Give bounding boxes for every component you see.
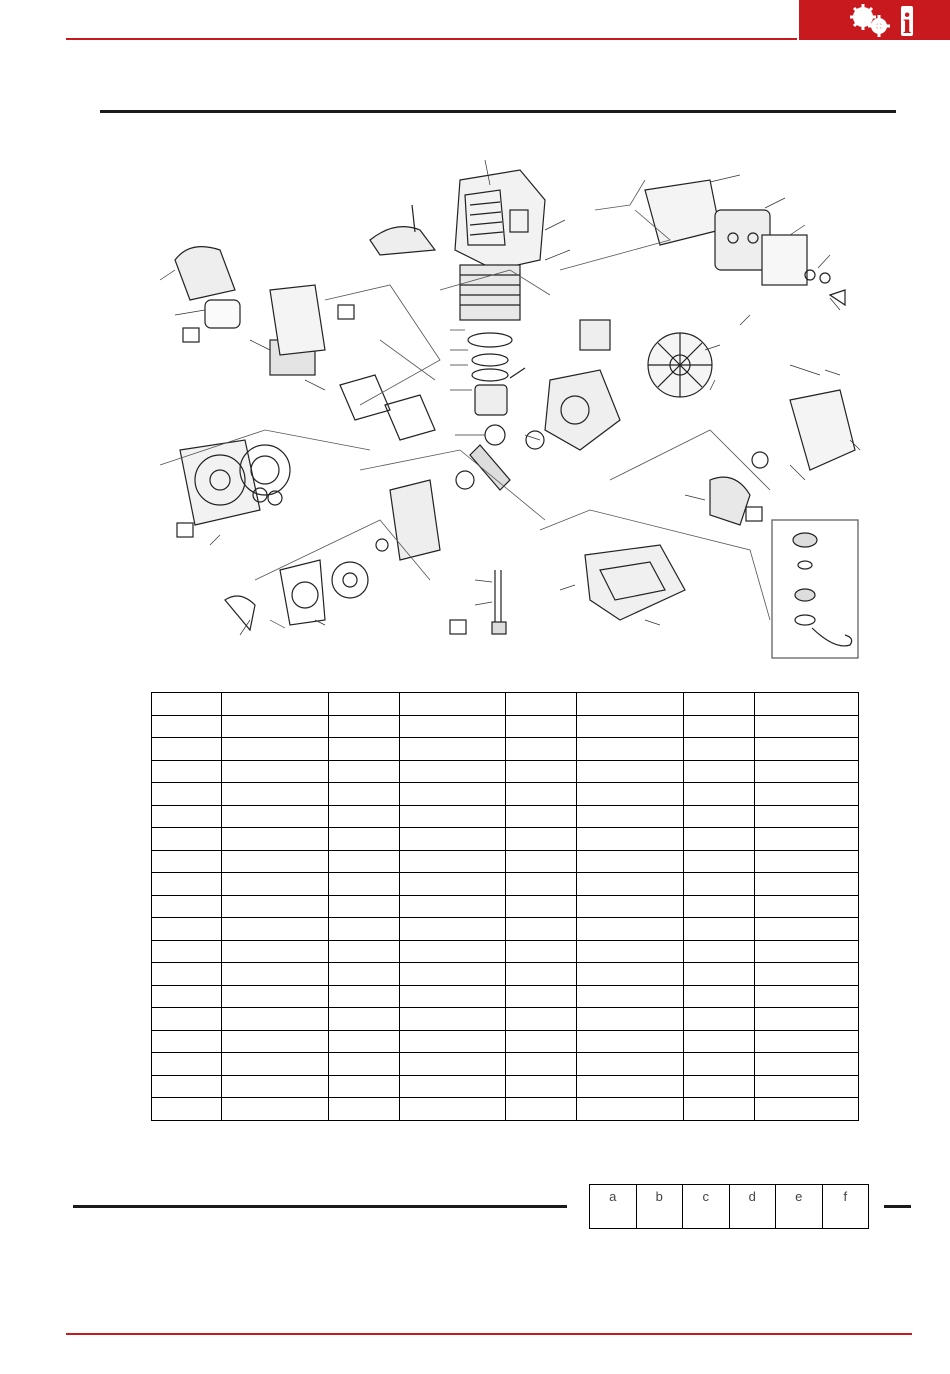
table-cell bbox=[755, 1053, 859, 1076]
table-cell bbox=[222, 985, 329, 1008]
callout-box bbox=[177, 523, 193, 537]
table-cell bbox=[684, 1053, 755, 1076]
table-cell bbox=[506, 828, 577, 851]
table-cell bbox=[222, 918, 329, 941]
clutch-housing-icon bbox=[790, 390, 855, 470]
parts-list-table bbox=[151, 692, 859, 1121]
table-cell bbox=[400, 738, 506, 761]
table-cell bbox=[400, 873, 506, 896]
table-cell bbox=[506, 963, 577, 986]
table-row bbox=[152, 1008, 859, 1031]
legend-cell-f: f bbox=[843, 1189, 848, 1204]
muffler-cover-icon bbox=[762, 235, 807, 285]
table-row bbox=[152, 693, 859, 716]
callout-box bbox=[450, 620, 466, 634]
table-cell bbox=[684, 850, 755, 873]
table-cell bbox=[506, 1008, 577, 1031]
table-cell bbox=[152, 760, 222, 783]
table-row bbox=[152, 1030, 859, 1053]
muffler-gasket-icon bbox=[645, 180, 720, 245]
table-cell bbox=[222, 1030, 329, 1053]
table-cell bbox=[152, 783, 222, 806]
table-cell bbox=[506, 805, 577, 828]
table-cell bbox=[329, 715, 400, 738]
brand-logo bbox=[799, 0, 950, 40]
table-cell bbox=[755, 805, 859, 828]
table-cell bbox=[755, 1075, 859, 1098]
table-row bbox=[152, 873, 859, 896]
table-cell bbox=[329, 985, 400, 1008]
table-cell bbox=[222, 850, 329, 873]
legend-cell-d: d bbox=[730, 1185, 777, 1228]
ignition-coil-icon bbox=[580, 320, 610, 350]
table-row bbox=[152, 985, 859, 1008]
table-cell bbox=[222, 693, 329, 716]
table-cell bbox=[684, 895, 755, 918]
table-cell bbox=[222, 1053, 329, 1076]
table-cell bbox=[222, 760, 329, 783]
table-cell bbox=[329, 1053, 400, 1076]
table-cell bbox=[755, 850, 859, 873]
table-cell bbox=[400, 1053, 506, 1076]
table-row bbox=[152, 850, 859, 873]
table-cell bbox=[329, 693, 400, 716]
table-row bbox=[152, 828, 859, 851]
table-cell bbox=[506, 693, 577, 716]
clutch-icon bbox=[710, 477, 750, 525]
table-cell bbox=[400, 895, 506, 918]
crankcase-icon bbox=[545, 370, 620, 450]
table-cell bbox=[400, 760, 506, 783]
table-cell bbox=[329, 1030, 400, 1053]
table-cell bbox=[506, 918, 577, 941]
table-cell bbox=[755, 760, 859, 783]
table-cell bbox=[152, 1053, 222, 1076]
table-cell bbox=[684, 693, 755, 716]
table-cell bbox=[684, 805, 755, 828]
cylinder-icon bbox=[460, 265, 520, 320]
table-cell bbox=[222, 963, 329, 986]
recoil-starter-icon bbox=[180, 440, 260, 525]
table-row bbox=[152, 940, 859, 963]
air-filter-cover-icon bbox=[175, 247, 235, 300]
table-cell bbox=[152, 1075, 222, 1098]
table-cell bbox=[152, 963, 222, 986]
table-cell bbox=[577, 895, 684, 918]
table-cell bbox=[400, 940, 506, 963]
table-cell bbox=[755, 940, 859, 963]
table-cell bbox=[329, 895, 400, 918]
table-cell bbox=[577, 985, 684, 1008]
table-cell bbox=[400, 918, 506, 941]
legend-grid bbox=[589, 1184, 869, 1229]
table-cell bbox=[329, 805, 400, 828]
table-cell bbox=[577, 1053, 684, 1076]
table-cell bbox=[684, 1030, 755, 1053]
table-cell bbox=[152, 805, 222, 828]
table-cell bbox=[684, 715, 755, 738]
table-row bbox=[152, 805, 859, 828]
exploded-parts-diagram bbox=[150, 150, 865, 665]
table-cell bbox=[755, 1098, 859, 1121]
table-row bbox=[152, 760, 859, 783]
table-cell bbox=[152, 828, 222, 851]
table-cell bbox=[506, 715, 577, 738]
table-cell bbox=[400, 715, 506, 738]
table-cell bbox=[400, 850, 506, 873]
table-cell bbox=[222, 873, 329, 896]
footer-rule bbox=[66, 1333, 912, 1335]
table-cell bbox=[222, 715, 329, 738]
table-cell bbox=[755, 828, 859, 851]
table-cell bbox=[222, 738, 329, 761]
table-cell bbox=[400, 783, 506, 806]
table-cell bbox=[684, 940, 755, 963]
table-cell bbox=[506, 1053, 577, 1076]
piston-icon bbox=[475, 385, 507, 415]
table-cell bbox=[577, 963, 684, 986]
callout-box bbox=[338, 305, 354, 319]
table-cell bbox=[152, 715, 222, 738]
table-cell bbox=[152, 918, 222, 941]
air-filter-icon bbox=[205, 300, 240, 328]
table-cell bbox=[684, 828, 755, 851]
table-cell bbox=[684, 1098, 755, 1121]
table-cell bbox=[577, 783, 684, 806]
table-row bbox=[152, 1098, 859, 1121]
table-cell bbox=[577, 1075, 684, 1098]
section-bottom-rule bbox=[73, 1205, 567, 1208]
table-cell bbox=[684, 963, 755, 986]
table-cell bbox=[329, 850, 400, 873]
table-cell bbox=[506, 895, 577, 918]
table-cell bbox=[152, 895, 222, 918]
table-cell bbox=[506, 1098, 577, 1121]
table-cell bbox=[684, 918, 755, 941]
table-cell bbox=[684, 760, 755, 783]
table-cell bbox=[329, 738, 400, 761]
table-cell bbox=[577, 805, 684, 828]
table-cell bbox=[684, 985, 755, 1008]
table-cell bbox=[577, 918, 684, 941]
table-cell bbox=[329, 828, 400, 851]
table-cell bbox=[400, 693, 506, 716]
table-cell bbox=[577, 1098, 684, 1121]
table-row bbox=[152, 918, 859, 941]
table-cell bbox=[577, 738, 684, 761]
lower-cover-icon bbox=[585, 545, 685, 620]
table-cell bbox=[755, 1008, 859, 1031]
table-cell bbox=[755, 783, 859, 806]
table-cell bbox=[329, 1098, 400, 1121]
table-cell bbox=[222, 1075, 329, 1098]
table-cell bbox=[506, 985, 577, 1008]
table-cell bbox=[400, 805, 506, 828]
table-cell bbox=[577, 1030, 684, 1053]
table-cell bbox=[755, 985, 859, 1008]
table-cell bbox=[152, 693, 222, 716]
engine-cover-icon bbox=[455, 170, 545, 270]
table-cell bbox=[506, 738, 577, 761]
legend-dash bbox=[884, 1205, 911, 1208]
table-cell bbox=[400, 828, 506, 851]
table-cell bbox=[400, 985, 506, 1008]
table-cell bbox=[222, 1098, 329, 1121]
table-cell bbox=[400, 1030, 506, 1053]
flywheel-icon bbox=[648, 333, 712, 397]
table-cell bbox=[222, 828, 329, 851]
table-cell bbox=[222, 940, 329, 963]
table-cell bbox=[506, 760, 577, 783]
table-cell bbox=[755, 873, 859, 896]
table-cell bbox=[506, 1075, 577, 1098]
header-rule bbox=[66, 38, 797, 40]
table-cell bbox=[152, 940, 222, 963]
table-cell bbox=[329, 783, 400, 806]
throttle-cover-icon bbox=[370, 227, 435, 255]
legend-cell-a: a bbox=[590, 1185, 637, 1228]
table-cell bbox=[152, 1008, 222, 1031]
section-title-rule bbox=[100, 110, 896, 113]
table-cell bbox=[755, 963, 859, 986]
table-cell bbox=[506, 940, 577, 963]
table-cell bbox=[684, 1008, 755, 1031]
table-cell bbox=[755, 738, 859, 761]
table-cell bbox=[400, 1008, 506, 1031]
table-cell bbox=[684, 1075, 755, 1098]
table-cell bbox=[152, 873, 222, 896]
table-cell bbox=[755, 1030, 859, 1053]
callout-box bbox=[183, 328, 199, 342]
table-cell bbox=[755, 918, 859, 941]
table-cell bbox=[577, 760, 684, 783]
table-row bbox=[152, 963, 859, 986]
table-cell bbox=[152, 1098, 222, 1121]
legend-cell-e: e bbox=[776, 1185, 823, 1228]
table-cell bbox=[400, 963, 506, 986]
table-row bbox=[152, 895, 859, 918]
table-cell bbox=[329, 760, 400, 783]
table-cell bbox=[506, 1030, 577, 1053]
table-cell bbox=[329, 1008, 400, 1031]
table-cell bbox=[152, 850, 222, 873]
table-row bbox=[152, 783, 859, 806]
table-cell bbox=[329, 1075, 400, 1098]
table-cell bbox=[577, 715, 684, 738]
table-cell bbox=[684, 783, 755, 806]
table-cell bbox=[577, 828, 684, 851]
table-cell bbox=[329, 918, 400, 941]
table-row bbox=[152, 1075, 859, 1098]
table-cell bbox=[506, 850, 577, 873]
table-cell bbox=[329, 873, 400, 896]
table-cell bbox=[222, 783, 329, 806]
table-cell bbox=[684, 738, 755, 761]
table-cell bbox=[684, 873, 755, 896]
table-cell bbox=[506, 783, 577, 806]
table-cell bbox=[755, 715, 859, 738]
table-cell bbox=[577, 850, 684, 873]
table-cell bbox=[577, 693, 684, 716]
legend-cell-b: b bbox=[637, 1185, 684, 1228]
table-cell bbox=[577, 1008, 684, 1031]
table-cell bbox=[755, 895, 859, 918]
gears-info-icon bbox=[849, 4, 941, 38]
table-cell bbox=[329, 963, 400, 986]
callout-box bbox=[746, 507, 762, 521]
table-cell bbox=[400, 1075, 506, 1098]
table-cell bbox=[577, 940, 684, 963]
table-cell bbox=[152, 738, 222, 761]
table-cell bbox=[222, 1008, 329, 1031]
table-cell bbox=[152, 1030, 222, 1053]
table-row bbox=[152, 738, 859, 761]
table-cell bbox=[329, 940, 400, 963]
legend-cell-c: c bbox=[683, 1185, 730, 1228]
table-row bbox=[152, 1053, 859, 1076]
table-cell bbox=[506, 873, 577, 896]
table-row bbox=[152, 715, 859, 738]
table-cell bbox=[222, 805, 329, 828]
table-cell bbox=[152, 985, 222, 1008]
logo-letter: i bbox=[902, 7, 912, 38]
table-cell bbox=[222, 895, 329, 918]
table-cell bbox=[400, 1098, 506, 1121]
table-cell bbox=[577, 873, 684, 896]
table-cell bbox=[755, 693, 859, 716]
